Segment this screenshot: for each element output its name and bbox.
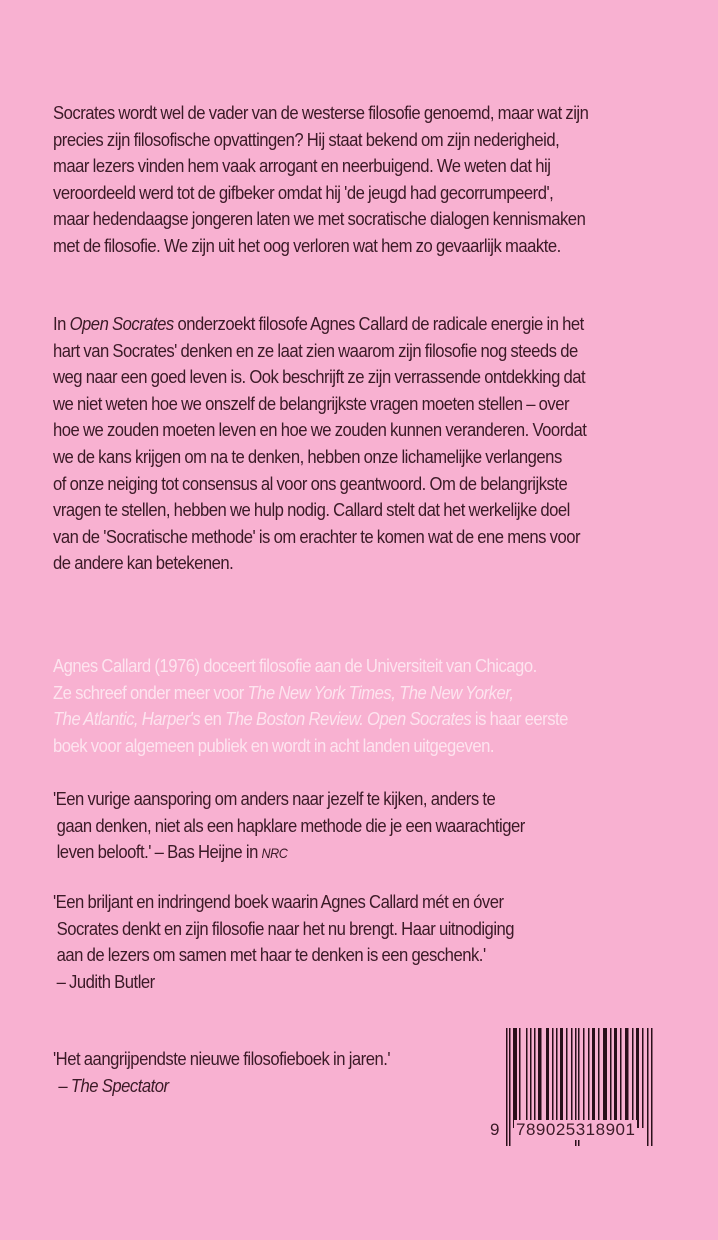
text: onderzoekt filosofe Agnes Callard de radicale energie in het <box>173 313 584 334</box>
bio-line: boek voor algemeen publiek en wordt in acht landen uitgegeven. <box>53 734 495 756</box>
source-publication: NRC <box>261 845 288 862</box>
quote-line: 'Het aangrijpendste nieuwe filosofieboek in jaren.' <box>53 1048 391 1069</box>
author-bio <box>53 653 568 759</box>
bio-line <box>53 706 568 733</box>
blurb-line: maar hedendaagse jongeren laten we met socratische dialogen kennismaken <box>53 208 586 230</box>
bio-line <box>53 680 568 707</box>
blurb-line: de andere kan betekenen. <box>53 552 234 574</box>
isbn-digits: 789025318901 <box>516 1120 636 1139</box>
blurb-line: of onze neiging tot consensus al voor ons geantwoord. Om de belangrijkste <box>53 472 568 494</box>
blurb-line: Socrates wordt wel de vader van de westerse filosofie genoemd, maar wat zijn <box>53 102 589 123</box>
blurb-line: weg naar een goed leven is. Ook beschrijft ze zijn verrassende ontdekking dat <box>53 366 586 388</box>
blurb-line: van de 'Socratische methode' is om erachter te komen wat de ene mens voor <box>53 525 581 547</box>
text: leven belooft.' – Bas Heijne in <box>56 841 262 863</box>
publication-names: The New York Times, The New Yorker, <box>247 681 514 703</box>
blurb-line: maar lezers vinden hem vaak arrogant en neerbuigend. We weten dat hij <box>53 155 551 177</box>
blurb-line: precies zijn filosofische opvattingen? Hij staat bekend om zijn nederigheid, <box>53 128 560 150</box>
book-title: Open Socrates <box>69 313 174 334</box>
blurb-line <box>53 311 586 338</box>
blurb-paragraph-1 <box>53 100 588 260</box>
blurb-line: met de filosofie. We zijn uit het oog verloren wat hem zo gevaarlijk maakte. <box>53 234 561 256</box>
quote-line <box>53 839 525 866</box>
quote-line: gaan denken, niet als een hapklare methode die je een waarachtiger <box>56 814 525 836</box>
blurb-line: we de kans krijgen om na te denken, hebben onze lichamelijke verlangens <box>53 445 562 467</box>
quote-line: 'Een briljant en indringend boek waarin Agnes Callard mét en óver <box>53 891 504 912</box>
quote-line: Socrates denkt en zijn filosofie naar het nu brengt. Haar uitnodiging <box>56 917 515 939</box>
text: – <box>58 1074 71 1096</box>
quote-line: 'Een vurige aansporing om anders naar jezelf te kijken, anders te <box>53 788 496 809</box>
review-quote-butler <box>53 889 514 995</box>
blurb-line: vragen te stellen, hebben we hulp nodig. Callard stelt dat het werkelijke doel <box>53 499 570 521</box>
isbn-lead-digit: 9 <box>490 1120 500 1139</box>
publication-names: The Atlantic, Harper's <box>53 708 201 730</box>
blurb-line: hart van Socrates' denken en ze laat zien waarom zijn filosofie nog steeds de <box>53 339 578 361</box>
review-quote-nrc <box>53 786 525 866</box>
text: is haar eerste <box>471 708 568 730</box>
quote-attribution: – Judith Butler <box>56 970 155 992</box>
text: en <box>200 708 226 730</box>
review-quote-spectator <box>53 1046 390 1099</box>
source-publication: The Spectator <box>70 1074 169 1096</box>
blurb-line: we niet weten hoe we onszelf de belangrijkste vragen moeten stellen – over <box>53 392 570 414</box>
blurb-paragraph-2 <box>53 311 586 577</box>
quote-attribution <box>53 1073 390 1100</box>
bio-line: Agnes Callard (1976) doceert filosofie aan de Universiteit van Chicago. <box>53 655 537 676</box>
blurb-line: hoe we zouden moeten leven en hoe we zouden kunnen veranderen. Voordat <box>53 419 587 441</box>
text: In <box>53 313 70 334</box>
publication-names: The Boston Review. Open Socrates <box>225 708 472 730</box>
blurb-line: veroordeeld werd tot de gifbeker omdat hij 'de jeugd had gecorrumpeerd', <box>53 181 554 203</box>
text: Ze schreef onder meer voor <box>53 681 248 703</box>
quote-line: aan de lezers om samen met haar te denken is een geschenk.' <box>56 944 486 966</box>
